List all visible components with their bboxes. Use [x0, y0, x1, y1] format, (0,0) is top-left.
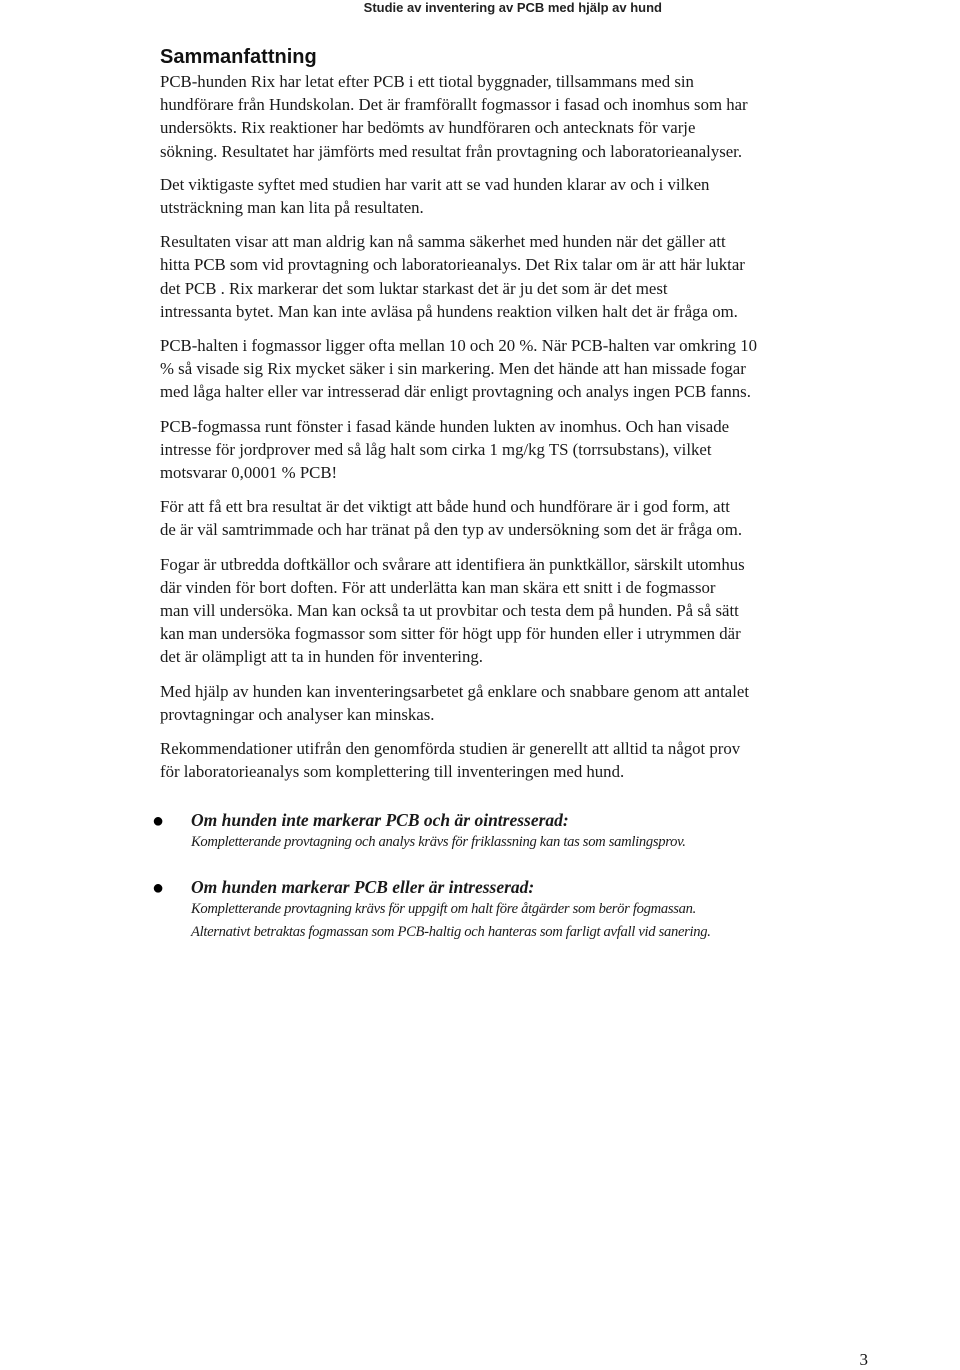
text-line: PCB-fogmassa runt fönster i fasad kände hunden lukten av inomhus. Och han visade	[160, 416, 730, 436]
bullet-icon: ●	[152, 877, 165, 900]
list-item-text: Kompletterande provtagning krävs för uppgift om halt före åtgärder som berör fogmassan.	[191, 901, 696, 918]
paragraph	[160, 737, 880, 783]
paragraph	[160, 334, 880, 404]
text-line: det PCB . Rix markerar det som luktar starkast det är ju det som är det mest	[160, 278, 668, 298]
section-title: Sammanfattning	[160, 46, 317, 68]
list-item-heading: Om hunden markerar PCB eller är intresserad:	[191, 877, 535, 898]
text-line: Det viktigaste syftet med studien har varit att se vad hunden klarar av och i vilken	[160, 174, 710, 194]
text-line: kan man undersöka fogmassor som sitter för högt upp för hunden eller i utrymmen där	[160, 624, 741, 644]
bullet-icon: ●	[152, 810, 165, 833]
list-item-text: Kompletterande provtagning och analys krävs för friklassning kan tas som samlingsprov.	[191, 834, 686, 851]
text-line: provtagningar och analyser kan minskas.	[160, 704, 435, 724]
text-line: intresse för jordprover med så låg halt som cirka 1 mg/kg TS (torrsubstans), vilket	[160, 439, 712, 459]
recommendation-list	[152, 809, 880, 944]
text-line: Resultaten visar att man aldrig kan nå samma säkerhet med hunden när det gäller att	[160, 232, 726, 252]
paragraph	[160, 173, 880, 219]
paragraph	[160, 230, 880, 323]
text-line: % så visade sig Rix mycket säker i sin markering. Men det hände att han missade fogar	[160, 359, 746, 379]
list-item	[152, 876, 880, 944]
running-header: Studie av inventering av PCB med hjälp av hund	[363, 0, 662, 15]
text-line: Rekommendationer utifrån den genomförda studien är generellt att alltid ta något prov	[160, 739, 741, 759]
text-line: PCB-hunden Rix har letat efter PCB i ett tiotal byggnader, tillsammans med sin	[160, 72, 694, 91]
paragraph	[160, 680, 880, 726]
text-line: där vinden för bort doften. För att underlätta kan man skära ett snitt i de fogmassor	[160, 577, 716, 597]
text-line: man vill undersöka. Man kan också ta ut provbitar och testa dem på hunden. På så sätt	[160, 601, 739, 621]
text-line: Fogar är utbredda doftkällor och svårare att identifiera än punktkällor, särskilt utomhus	[160, 554, 745, 574]
text-line: hundförare från Hundskolan. Det är framförallt fogmassor i fasad och inomhus som har	[160, 95, 748, 115]
list-item-text: Alternativt betraktas fogmassan som PCB-haltig och hanteras som farligt avfall vid sanering.	[191, 924, 711, 941]
document-body	[152, 44, 880, 966]
text-line: med låga halter eller var intresserad där enligt provtagning och analys ingen PCB fanns.	[160, 382, 751, 402]
paragraph	[160, 553, 880, 669]
text-line: intressanta bytet. Man kan inte avläsa på hundens reaktion vilken halt det är fråga om.	[160, 301, 738, 321]
text-line: För att få ett bra resultat är det viktigt att både hund och hundförare är i god form, att	[160, 497, 730, 517]
text-line: PCB-halten i fogmassor ligger ofta mellan 10 och 20 %. När PCB-halten var omkring 10	[160, 336, 758, 356]
paragraph	[160, 495, 880, 541]
list-item	[152, 809, 880, 854]
text-line: undersökts. Rix reaktioner har bedömts av hundföraren och antecknats för varje	[160, 118, 696, 138]
page-number: 3	[859, 1350, 868, 1369]
paragraph	[160, 415, 880, 485]
text-line: utsträckning man kan lita på resultaten.	[160, 198, 424, 218]
text-line: för laboratorieanalys som komplettering till inventeringen med hund.	[160, 762, 625, 782]
list-item-heading: Om hunden inte markerar PCB och är ointresserad:	[191, 810, 569, 831]
text-line: Med hjälp av hunden kan inventeringsarbetet gå enklare och snabbare genom att antalet	[160, 681, 749, 701]
text-line: hitta PCB som vid provtagning och laboratorieanalys. Det Rix talar om är att här luktar	[160, 255, 745, 275]
text-line: motsvarar 0,0001 % PCB!	[160, 463, 338, 483]
paragraph	[160, 70, 880, 163]
text-line: de är väl samtrimmade och har tränat på den typ av undersökning som det är fråga om.	[160, 520, 743, 540]
text-line: det är olämpligt att ta in hunden för inventering.	[160, 647, 483, 667]
text-line: sökning. Resultatet har jämförts med resultat från provtagning och laboratorieanalyser.	[160, 141, 743, 161]
